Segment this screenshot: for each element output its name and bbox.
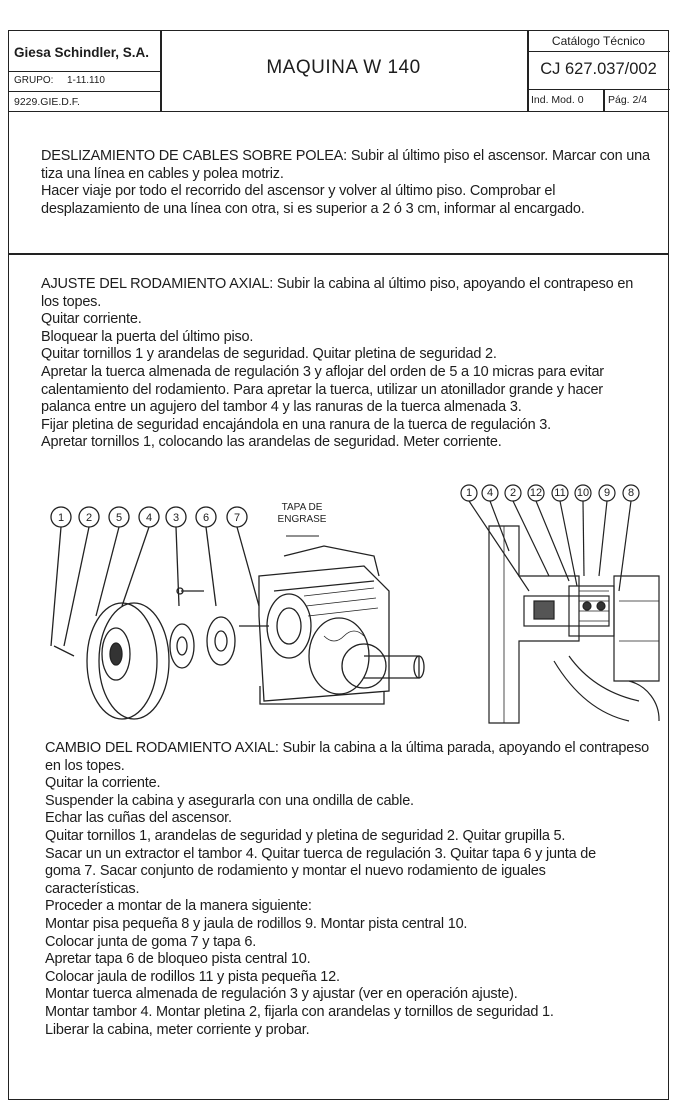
header-table [9, 31, 668, 112]
catalog-number: CJ 627.037/002 [540, 60, 657, 78]
callout-4: 4 [145, 512, 153, 524]
tapa-label-2: ENGRASE [277, 514, 327, 525]
rcallout-11: 11 [554, 487, 566, 499]
text-line: los topes. [41, 293, 102, 310]
ind-mod: Ind. Mod. 0 [531, 94, 584, 106]
text-line: Apretar la tuerca almenada de regulación 3 y aflojar del orden de 5 a 10 micras para evitar [41, 363, 604, 380]
text-line: DESLIZAMIENTO DE CABLES SOBRE POLEA: Subir al último piso el ascensor. Marcar con una [41, 148, 650, 164]
text-line: AJUSTE DEL RODAMIENTO AXIAL: Subir la cabina al último piso, apoyando el contrapeso en [41, 276, 634, 292]
catalog-page [8, 30, 669, 1100]
text-line: Quitar tornillos 1, arandelas de seguridad y pletina de seguridad 2. Quitar grupilla 5. [45, 827, 566, 844]
rcallout-10: 10 [576, 487, 590, 499]
catalog-label: Catálogo Técnico [551, 34, 646, 48]
text-line: en los topes. [45, 757, 125, 774]
rcallout-1: 1 [465, 487, 473, 499]
text-line: desplazamiento de una línea con otra, si es superior a 2 ó 3 cm, informar al encargado. [41, 200, 585, 217]
section-cable-slip [9, 148, 668, 218]
text-line: Montar pisa pequeña 8 y jaula de rodillos 9. Montar pista central 10. [45, 915, 468, 932]
section-bearing-replace [9, 740, 668, 1039]
callout-7: 7 [233, 512, 241, 524]
text-line: Quitar corriente. [41, 311, 142, 328]
text-line: Quitar tornillos 1 y arandelas de seguridad. Quitar pletina de seguridad 2. [41, 346, 497, 363]
exploded-machine-figure [34, 496, 454, 721]
text-line: Sacar un un extractor el tambor 4. Quitar tuerca de regulación 3. Quitar tapa 6 y junta de [45, 845, 597, 862]
text-line: calentamiento del rodamiento. Para apretar la tuerca, utilizar un atonillador grande y hacer [41, 381, 603, 398]
grupo-label: GRUPO: [14, 75, 54, 86]
text-line: Apretar tornillos 1, colocando las arandelas de seguridad. Meter corriente. [41, 434, 502, 451]
section-bearing-adjust [9, 276, 668, 452]
text-line: Apretar tapa 6 de bloqueo pista central 10. [45, 951, 311, 968]
text-line: características. [45, 880, 140, 897]
text-line: Quitar la corriente. [45, 775, 161, 792]
rcallout-12: 12 [529, 487, 543, 499]
callout-5: 5 [115, 512, 123, 524]
text-line: tiza una línea en cables y polea motriz. [41, 165, 284, 182]
callout-1: 1 [57, 512, 65, 524]
text-line: Colocar junta de goma 7 y tapa 6. [45, 933, 257, 950]
text-line: Liberar la cabina, meter corriente y probar. [45, 1021, 310, 1038]
text-line: Hacer viaje por todo el recorrido del ascensor y volver al último piso. Comprobar el [41, 183, 556, 200]
text-line: goma 7. Sacar conjunto de rodamiento y montar el nuevo rodamiento de iguales [45, 863, 546, 880]
callout-3: 3 [172, 512, 180, 524]
rcallout-9: 9 [603, 487, 611, 499]
text-line: Montar tuerca almenada de regulación 3 y ajustar (ver en operación ajuste). [45, 986, 518, 1003]
text-line: palanca entre un agujero del tambor 4 y las ranuras de la tuerca almenada 3. [41, 399, 522, 416]
page-title: MAQUINA W 140 [266, 57, 421, 78]
text-line: Colocar jaula de rodillos 11 y pista pequeña 12. [45, 968, 340, 985]
text-line: Proceder a montar de la manera siguiente: [45, 898, 312, 915]
section-divider [9, 253, 668, 255]
text-line: Montar tambor 4. Montar pletina 2, fijarla con arandelas y tornillos de seguridad 1. [45, 1003, 554, 1020]
text-line: CAMBIO DEL RODAMIENTO AXIAL: Subir la cabina a la última parada, apoyando el contrapeso [45, 740, 649, 756]
callout-6: 6 [202, 512, 210, 524]
rcallout-8: 8 [627, 487, 635, 499]
tapa-label-1: TAPA DE [281, 502, 323, 513]
doc-code: 9229.GIE.D.F. [14, 96, 80, 108]
company-name: Giesa Schindler, S.A. [14, 45, 150, 60]
text-line: Suspender la cabina y asegurarla con una ondilla de cable. [45, 792, 414, 809]
page-number: Pág. 2/4 [608, 94, 648, 106]
rcallout-4: 4 [486, 487, 494, 499]
text-line: Bloquear la puerta del último piso. [41, 328, 254, 345]
text-line: Fijar pletina de seguridad encajándola en una ranura de la tuerca de regulación 3. [41, 416, 551, 433]
grupo-value: 1-11.110 [67, 75, 105, 86]
bearing-section-figure [459, 481, 664, 726]
text-line: Echar las cuñas del ascensor. [45, 810, 232, 827]
rcallout-2: 2 [509, 487, 517, 499]
callout-2: 2 [85, 512, 93, 524]
